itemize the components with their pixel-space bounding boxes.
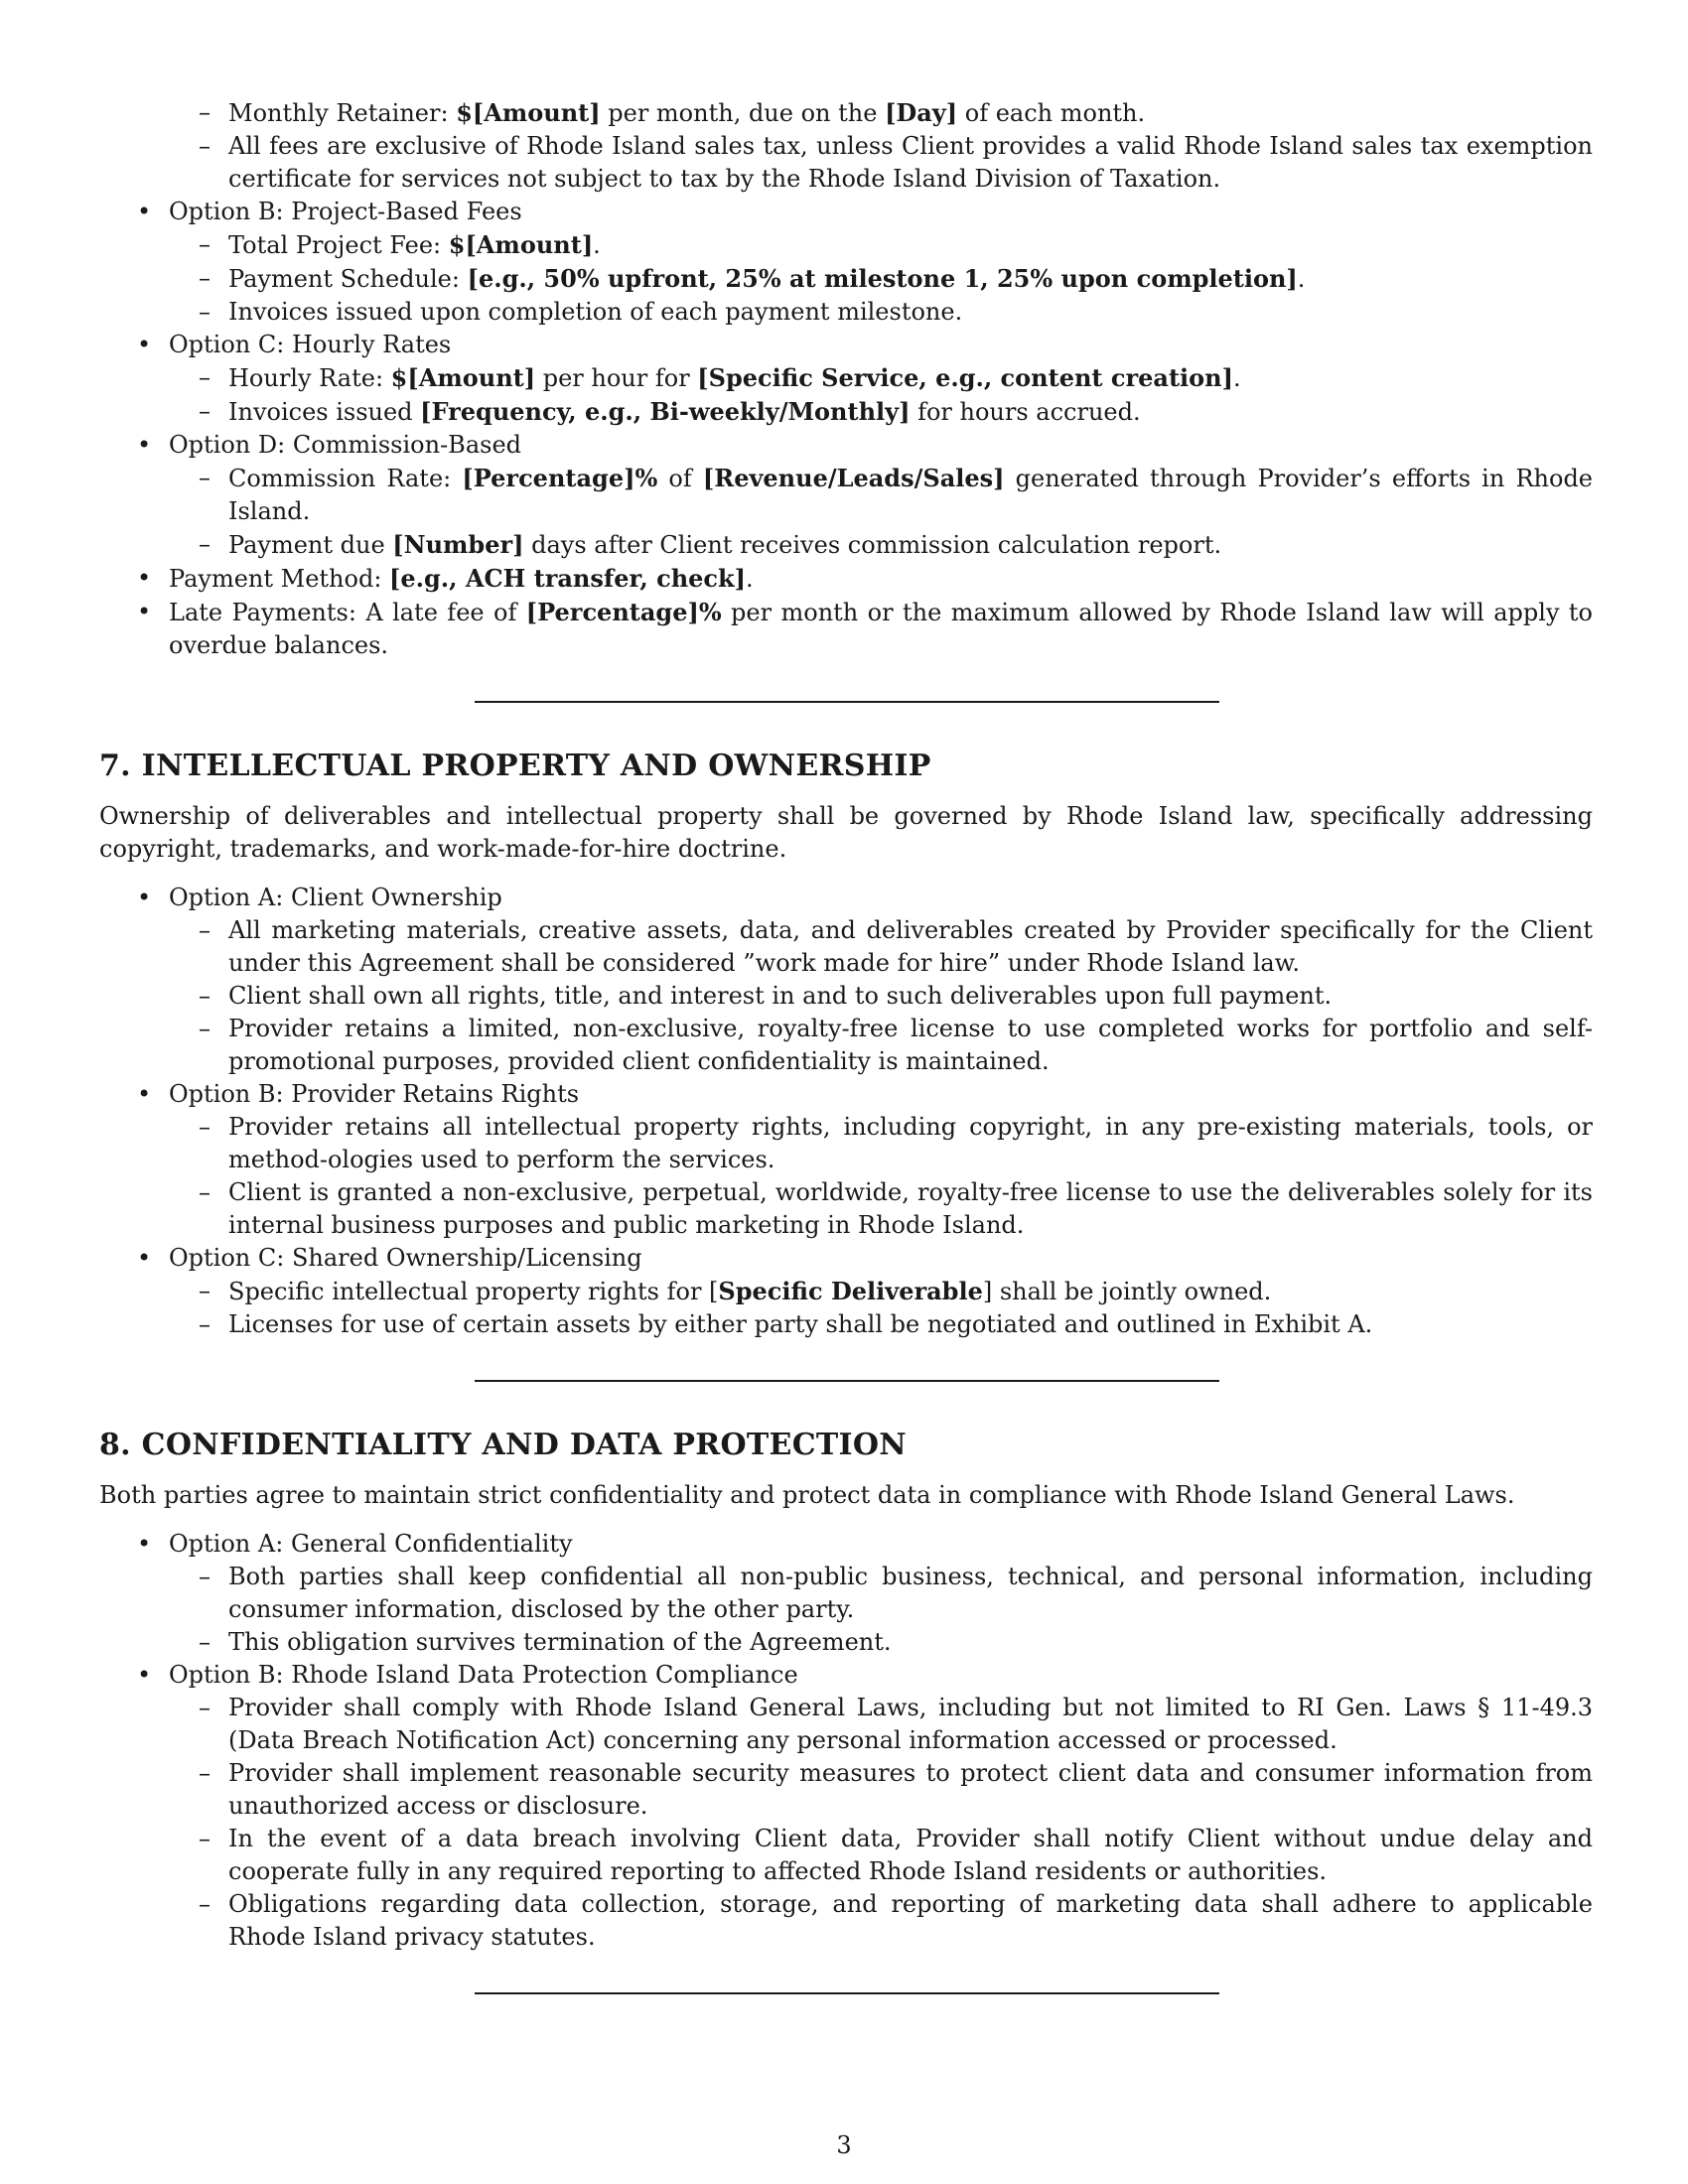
option-label: Option A: Client Ownership	[169, 884, 502, 911]
section-intro: Ownership of deliverables and intellectual property shall be governed by Rhode Island law, specifically addressing copyright, trademarks, and work-made-for-hire doctrine.	[99, 802, 1593, 863]
list-item: – Provider retains all intellectual property rights, including copyright, in any pre-existing materials, tools, or method-ologies used to perform the services.	[169, 1111, 1593, 1176]
list-item: – All fees are exclusive of Rhode Island sales tax, unless Client provides a valid Rhode Island sales tax exemption certificate for services not subject to tax by the Rhode Island Division of Taxation.	[99, 130, 1593, 196]
option-label: Option C: Shared Ownership/Licensing	[169, 1244, 642, 1272]
option-label: Option B: Project-Based Fees	[169, 198, 522, 225]
list-item: – Monthly Retainer: $[Amount] per month, due on the [Day] of each month.	[99, 96, 1593, 130]
list-item: – Payment Schedule: [e.g., 50% upfront, 25% at milestone 1, 25% upon completion].	[169, 262, 1593, 296]
fees-option-a-sublist	[99, 96, 1593, 196]
page-number: 3	[836, 2131, 852, 2159]
option-label: Option B: Rhode Island Data Protection Compliance	[169, 1661, 798, 1689]
ip-option-a	[99, 882, 1593, 1078]
section-divider	[475, 1992, 1219, 1994]
document-page	[99, 96, 1593, 1994]
list-item: – This obligation survives termination of the Agreement.	[169, 1626, 1593, 1659]
section-heading: 8. CONFIDENTIALITY AND DATA PROTECTION	[99, 1428, 907, 1462]
late-payments: • Late Payments: A late fee of [Percentage]% per month or the maximum allowed by Rhode Island law will apply to overdue balances.	[99, 596, 1593, 662]
list-item: – Provider shall comply with Rhode Island General Laws, including but not limited to RI Gen. Laws § 11-49.3 (Data Breach Notification Act) concerning any personal information accessed or processed.	[169, 1692, 1593, 1757]
list-item: – Obligations regarding data collection, storage, and reporting of marketing data shall adhere to applicable Rhode Island privacy statutes.	[169, 1888, 1593, 1954]
list-item: – Client shall own all rights, title, and interest in and to such deliverables upon full payment.	[169, 980, 1593, 1013]
list-item: – All marketing materials, creative assets, data, and deliverables created by Provider specifically for the Client under this Agreement shall be considered ”work made for hire” under Rhode Island law.	[169, 914, 1593, 980]
list-item: – Payment due [Number] days after Client receives commission calculation report.	[169, 528, 1593, 562]
list-item: – Invoices issued [Frequency, e.g., Bi-weekly/Monthly] for hours accrued.	[169, 395, 1593, 429]
list-item: – Specific intellectual property rights for [Specific Deliverable] shall be jointly owned.	[169, 1275, 1593, 1308]
option-label: Option D: Commission-Based	[169, 431, 522, 459]
fees-option-b	[99, 196, 1593, 329]
section-intro: Both parties agree to maintain strict confidentiality and protect data in compliance with Rhode Island General Laws.	[99, 1481, 1515, 1509]
fees-options-list	[99, 196, 1593, 662]
list-item: – Commission Rate: [Percentage]% of [Revenue/Leads/Sales] generated through Provider’s efforts in Rhode Island.	[169, 462, 1593, 528]
option-label: Option A: General Confidentiality	[169, 1530, 573, 1558]
conf-option-a	[99, 1528, 1593, 1659]
ip-option-b	[99, 1078, 1593, 1242]
fees-option-c	[99, 329, 1593, 429]
ip-options-list	[99, 882, 1593, 1341]
list-item: – Invoices issued upon completion of each payment milestone.	[169, 296, 1593, 329]
option-label: Option B: Provider Retains Rights	[169, 1080, 580, 1108]
list-item: – Provider retains a limited, non-exclusive, royalty-free license to use completed works for portfolio and self-promotional purposes, provided client confidentiality is maintained.	[169, 1013, 1593, 1078]
list-item: – Hourly Rate: $[Amount] per hour for [Specific Service, e.g., content creation].	[169, 361, 1593, 395]
section-heading: 7. INTELLECTUAL PROPERTY AND OWNERSHIP	[99, 749, 931, 783]
conf-option-b	[99, 1659, 1593, 1954]
list-item: – Total Project Fee: $[Amount].	[169, 228, 1593, 262]
list-item: – Provider shall implement reasonable security measures to protect client data and consumer information from unauthorized access or disclosure.	[169, 1757, 1593, 1823]
option-label: Option C: Hourly Rates	[169, 331, 452, 358]
list-item: – Client is granted a non-exclusive, perpetual, worldwide, royalty-free license to use the deliverables solely for its internal business purposes and public marketing in Rhode Island.	[169, 1176, 1593, 1242]
confidentiality-options-list	[99, 1528, 1593, 1954]
payment-method: • Payment Method: [e.g., ACH transfer, check].	[99, 562, 1593, 596]
list-item: – Both parties shall keep confidential all non-public business, technical, and personal information, including consumer information, disclosed by the other party.	[169, 1561, 1593, 1626]
list-item: – In the event of a data breach involving Client data, Provider shall notify Client without undue delay and cooperate fully in any required reporting to affected Rhode Island residents or authorities.	[169, 1823, 1593, 1888]
section-divider	[475, 701, 1219, 703]
list-item: – Licenses for use of certain assets by either party shall be negotiated and outlined in Exhibit A.	[169, 1308, 1593, 1341]
ip-option-c	[99, 1242, 1593, 1341]
fees-option-d	[99, 429, 1593, 562]
section-divider	[475, 1380, 1219, 1382]
